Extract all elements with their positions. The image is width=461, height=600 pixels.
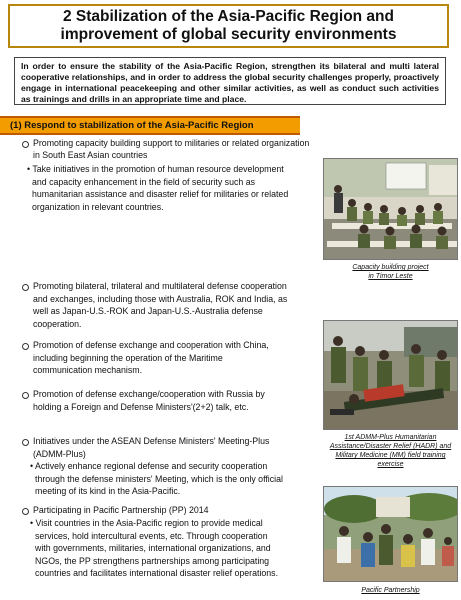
- item-line: Participating in Pacific Partnership (PP) 2014: [33, 505, 209, 515]
- item-line: (ADMM-Plus): [33, 448, 86, 459]
- item-line: Promoting capacity building support to militaries or related organization: [33, 138, 310, 148]
- caption-line: Pacific Partnership: [361, 587, 420, 594]
- bullet-circle-icon: [22, 284, 29, 291]
- sub-line: • Take initiatives in the promotion of human resource development: [27, 164, 284, 174]
- sub-line: with governments, militaries, international organizations, and: [35, 543, 271, 553]
- caption-line: Assistance/Disaster Relief (HADR) and: [329, 443, 452, 450]
- item-line: including beginning the operation of the Maritime: [33, 352, 223, 363]
- capacity-building-photo: [323, 158, 458, 260]
- bullet-circle-icon: [22, 343, 29, 350]
- list-item: [33, 504, 318, 517]
- item-line: Promoting bilateral, trilateral and multilateral defense cooperation: [33, 281, 287, 291]
- section-heading: (1) Respond to stabilization of the Asia-Pacific Region: [0, 116, 300, 135]
- caption-line: exercise: [377, 461, 404, 468]
- title-box: [8, 4, 449, 48]
- caption-line: Capacity building project: [352, 264, 429, 271]
- item-sub-bullets: [30, 460, 320, 498]
- item-sub-bullets: [30, 517, 320, 580]
- item-line: Initiatives under the ASEAN Defense Ministers' Meeting-Plus: [33, 436, 270, 446]
- sub-line: • Actively enhance regional defense and security cooperation: [30, 461, 268, 471]
- caption-line: Military Medicine (MM) field training: [335, 452, 446, 459]
- item-line: Promotion of defense exchange and cooperation with China,: [33, 340, 269, 350]
- list-item: [33, 388, 318, 413]
- bullet-circle-icon: [22, 141, 29, 148]
- bullet-circle-icon: [22, 439, 29, 446]
- item-line: and exchanges, including those with Australia, ROK and India, as: [33, 293, 288, 304]
- sub-line: organization in relevant countries.: [32, 201, 164, 212]
- sub-line: meeting of its kind in the Asia-Pacific.: [35, 486, 181, 496]
- item-sub-bullets: [27, 163, 317, 213]
- classroom-photo-illustration: [324, 159, 458, 260]
- sub-line: NGOs, the PP strengthens partnerships among participating: [35, 555, 270, 566]
- item-line: well as Japan-U.S.-ROK and Japan-U.S.-Australia defense: [33, 306, 263, 316]
- sub-line: and capacity enhancement in the field of security such as: [32, 176, 255, 187]
- caption-line: in Timor Leste: [368, 273, 413, 280]
- admm-plus-exercise-photo: [323, 320, 458, 430]
- sub-line: humanitarian assistance and disaster relief for militaries or related: [32, 189, 289, 199]
- page-title-line-1: 2 Stabilization of the Asia-Pacific Region and: [62, 8, 394, 25]
- page-title-line-2: improvement of global security environments: [60, 26, 397, 43]
- photo-caption-2: [320, 433, 461, 469]
- sub-line: • Visit countries in the Asia-Pacific region to provide medical: [30, 518, 263, 528]
- photo-caption-1: [323, 263, 458, 281]
- field-exercise-photo-illustration: [324, 321, 458, 430]
- item-line: Promotion of defense exchange/cooperation with Russia by: [33, 389, 265, 399]
- item-line: holding a Foreign and Defense Ministers'(2+2) talk, etc.: [33, 401, 249, 412]
- item-line: communication mechanism.: [33, 365, 143, 375]
- list-item: [33, 435, 318, 460]
- sub-line: countries and facilitates international disaster relief operations.: [35, 568, 279, 578]
- bullet-circle-icon: [22, 392, 29, 399]
- item-line: cooperation.: [33, 318, 82, 329]
- intro-paragraph: In order to ensure the stability of the Asia-Pacific Region, strengthen its bilateral and multi lateral cooperative relationships, and in order to address the global security challenges properly, proactively engage in international peacekeeping and other similar activities, as well as conduct such activities as trainings and drills in an appropriate time and place.: [14, 57, 446, 105]
- bullet-circle-icon: [22, 508, 29, 515]
- pacific-partnership-photo: [323, 486, 458, 582]
- sub-line: through the defense ministers' Meeting, which is the only official: [35, 473, 283, 484]
- list-item: [33, 339, 318, 377]
- list-item-continued: [33, 149, 323, 162]
- list-item: [33, 280, 323, 330]
- photo-caption-3: [323, 586, 458, 595]
- sub-line: services, hold intercultural events, etc. Through cooperation: [35, 530, 268, 541]
- item-line: in South East Asian countries: [33, 150, 148, 160]
- pacific-partnership-photo-illustration: [324, 487, 458, 582]
- list-item: [33, 137, 328, 150]
- caption-line: 1st ADMM-Plus Humanitarian: [344, 434, 437, 441]
